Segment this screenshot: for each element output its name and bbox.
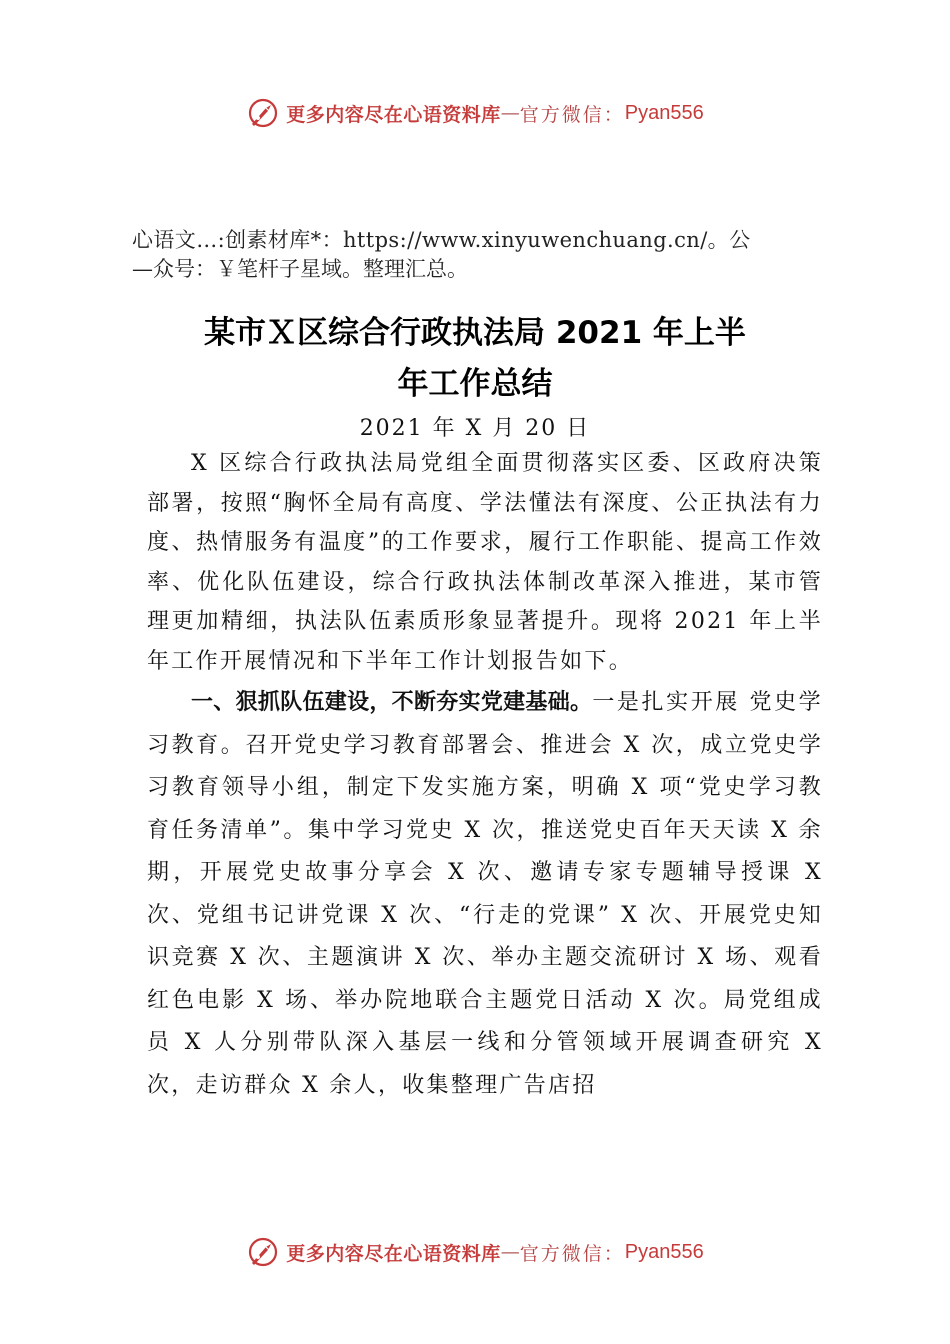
intro-paragraph: X 区综合行政执法局党组全面贯彻落实区委、区政府决策部署，按照“胸怀全局有高度、学法懂法有深度、公正执法有力度、热情服务有温度”的工作要求，履行工作职能、提高工作效率、优化队伍建设，综合行政执法体制改革深入推进，某市管理更加精细，执法队伍素质形象显著提升。现将 2021 年上半年工作开展情况和下半年工作计划报告如下。: [147, 451, 823, 674]
document-title: [0, 308, 950, 410]
section-1-heading: 一、狠抓队伍建设，不断夯实党建基础。: [191, 690, 593, 715]
banner-wechat-label: 官方微信：: [519, 1242, 625, 1265]
document-date: 2021 年 X 月 20 日: [359, 416, 591, 441]
section-1-text: 一是扎实开展 党史学习教育。召开党史学习教育部署会、推进会 X 次，成立党史学习教育领导小组，制定下发实施方案，明确 X 项“党史学习教育任务清单”。集中学习党史 X 次，推送党史百年天天读 X 余期，开展党史故事分享会 X 次、邀请专家专题辅导授课 X 次、党组书记讲党课 X 次、“行走的党课” X 次、开展党史知识竞赛 X 次、主题演讲 X 次、举办主题交流研讨 X 场、观看红色电影 X 场、举办院地联合主题党日活动 X 次。局党组成员 X 人分别带队深入基层一线和分管领域开展调查研究 X 次，走访群众 X 余人，收集整理广告店招: [147, 690, 823, 1098]
source-note-line-1: 心语文…:创素材库*：https://www.xinyuwenchuang.cn/。公: [132, 228, 751, 252]
banner-separator: —: [500, 1241, 520, 1263]
section-1-paragraph: [147, 682, 823, 1107]
banner-wechat-id: Pyan556: [624, 1240, 704, 1263]
pen-nib-logo-icon: [246, 1235, 280, 1269]
source-note-line-2: —众号：￥笔杆子星域。整理汇总。: [132, 257, 468, 281]
source-note: [132, 226, 832, 284]
pen-nib-logo-icon: [246, 96, 280, 130]
document-title-line-2: 年工作总结: [397, 366, 553, 402]
footer-watermark-banner: [0, 1234, 950, 1270]
banner-brand: 更多内容尽在心语资料库: [286, 103, 501, 126]
banner-wechat-id: Pyan556: [624, 101, 704, 124]
document-body: [147, 444, 823, 1107]
banner-wechat-label: 官方微信：: [519, 103, 625, 126]
document-title-line-1: 某市Ｘ区综合行政执法局 2021 年上半: [204, 315, 746, 351]
banner-brand: 更多内容尽在心语资料库: [286, 1242, 501, 1265]
banner-separator: —: [500, 102, 520, 124]
header-watermark-banner: [0, 95, 950, 131]
